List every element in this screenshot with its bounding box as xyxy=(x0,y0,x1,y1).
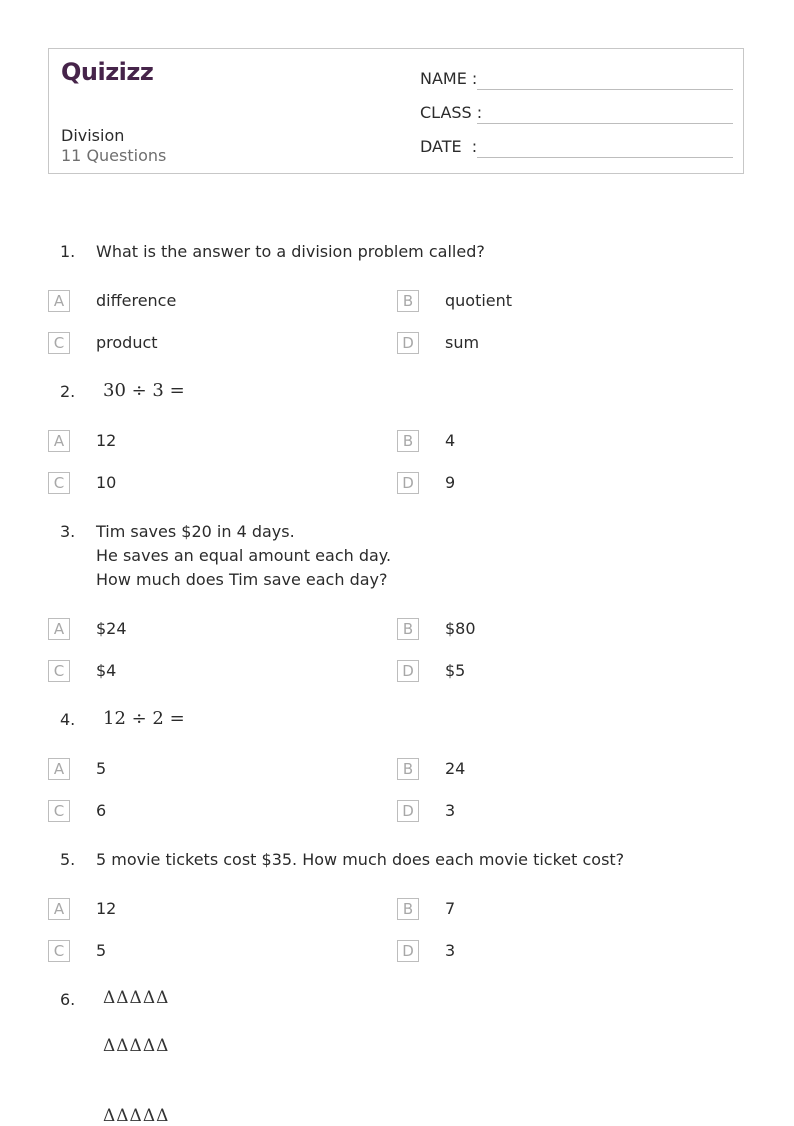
class-field-line xyxy=(477,123,733,124)
question-count: 11 Questions xyxy=(61,146,167,165)
question-number: 1. xyxy=(60,242,76,261)
math-expression: 12 ÷ 2 = xyxy=(103,708,185,729)
option-b-box[interactable]: B xyxy=(397,430,419,452)
option-d-text: $5 xyxy=(445,661,466,680)
question-line: What is the answer to a division problem called? xyxy=(96,242,485,261)
option-b-text: $80 xyxy=(445,619,476,638)
option-a-box[interactable]: A xyxy=(48,430,70,452)
option-d-text: sum xyxy=(445,333,480,352)
name-label: NAME : xyxy=(420,69,478,88)
option-c-box[interactable]: C xyxy=(48,940,70,962)
option-d-box[interactable]: D xyxy=(397,800,419,822)
option-a-box[interactable]: A xyxy=(48,290,70,312)
option-a-text: $24 xyxy=(96,619,127,638)
worksheet-header xyxy=(48,48,744,174)
option-c-box[interactable]: C xyxy=(48,332,70,354)
option-a-text: difference xyxy=(96,291,177,310)
question-line: Tim saves $20 in 4 days. xyxy=(96,522,295,541)
question-number: 4. xyxy=(60,710,76,729)
question-text xyxy=(96,240,485,264)
question-number: 2. xyxy=(60,382,76,401)
triangle-row: ΔΔΔΔΔ xyxy=(103,1036,170,1056)
quizizz-logo: Quizizz xyxy=(61,58,154,86)
option-c-text: product xyxy=(96,333,158,352)
math-expression: 30 ÷ 3 = xyxy=(103,380,185,401)
option-b-box[interactable]: B xyxy=(397,758,419,780)
question-line: How much does Tim save each day? xyxy=(96,570,388,589)
option-c-text: 6 xyxy=(96,801,107,820)
option-a-text: 12 xyxy=(96,431,117,450)
option-b-text: 4 xyxy=(445,431,456,450)
option-d-box[interactable]: D xyxy=(397,940,419,962)
name-field-line xyxy=(477,89,733,90)
option-a-box[interactable]: A xyxy=(48,618,70,640)
option-b-box[interactable]: B xyxy=(397,898,419,920)
option-d-box[interactable]: D xyxy=(397,472,419,494)
question-number: 6. xyxy=(60,990,76,1009)
option-c-box[interactable]: C xyxy=(48,800,70,822)
option-d-text: 3 xyxy=(445,941,456,960)
question-number: 3. xyxy=(60,522,76,541)
option-c-box[interactable]: C xyxy=(48,660,70,682)
question-text xyxy=(96,848,624,872)
triangle-row: ΔΔΔΔΔ xyxy=(103,1106,170,1126)
option-d-box[interactable]: D xyxy=(397,332,419,354)
option-a-text: 12 xyxy=(96,899,117,918)
option-c-text: 5 xyxy=(96,941,107,960)
option-d-text: 9 xyxy=(445,473,456,492)
worksheet-title: Division xyxy=(61,126,125,145)
question-line: 5 movie tickets cost $35. How much does each movie ticket cost? xyxy=(96,850,625,869)
option-b-box[interactable]: B xyxy=(397,290,419,312)
option-a-box[interactable]: A xyxy=(48,758,70,780)
option-b-box[interactable]: B xyxy=(397,618,419,640)
option-a-box[interactable]: A xyxy=(48,898,70,920)
option-a-text: 5 xyxy=(96,759,107,778)
option-d-text: 3 xyxy=(445,801,456,820)
option-b-text: 7 xyxy=(445,899,456,918)
option-d-box[interactable]: D xyxy=(397,660,419,682)
question-number: 5. xyxy=(60,850,76,869)
option-c-box[interactable]: C xyxy=(48,472,70,494)
class-label: CLASS : xyxy=(420,103,483,122)
option-c-text: $4 xyxy=(96,661,117,680)
question-line: He saves an equal amount each day. xyxy=(96,546,392,565)
triangle-row: ΔΔΔΔΔ xyxy=(103,988,170,1008)
option-b-text: quotient xyxy=(445,291,513,310)
date-label: DATE : xyxy=(420,137,478,156)
date-field-line xyxy=(477,157,733,158)
option-c-text: 10 xyxy=(96,473,117,492)
question-text xyxy=(96,520,391,592)
option-b-text: 24 xyxy=(445,759,466,778)
